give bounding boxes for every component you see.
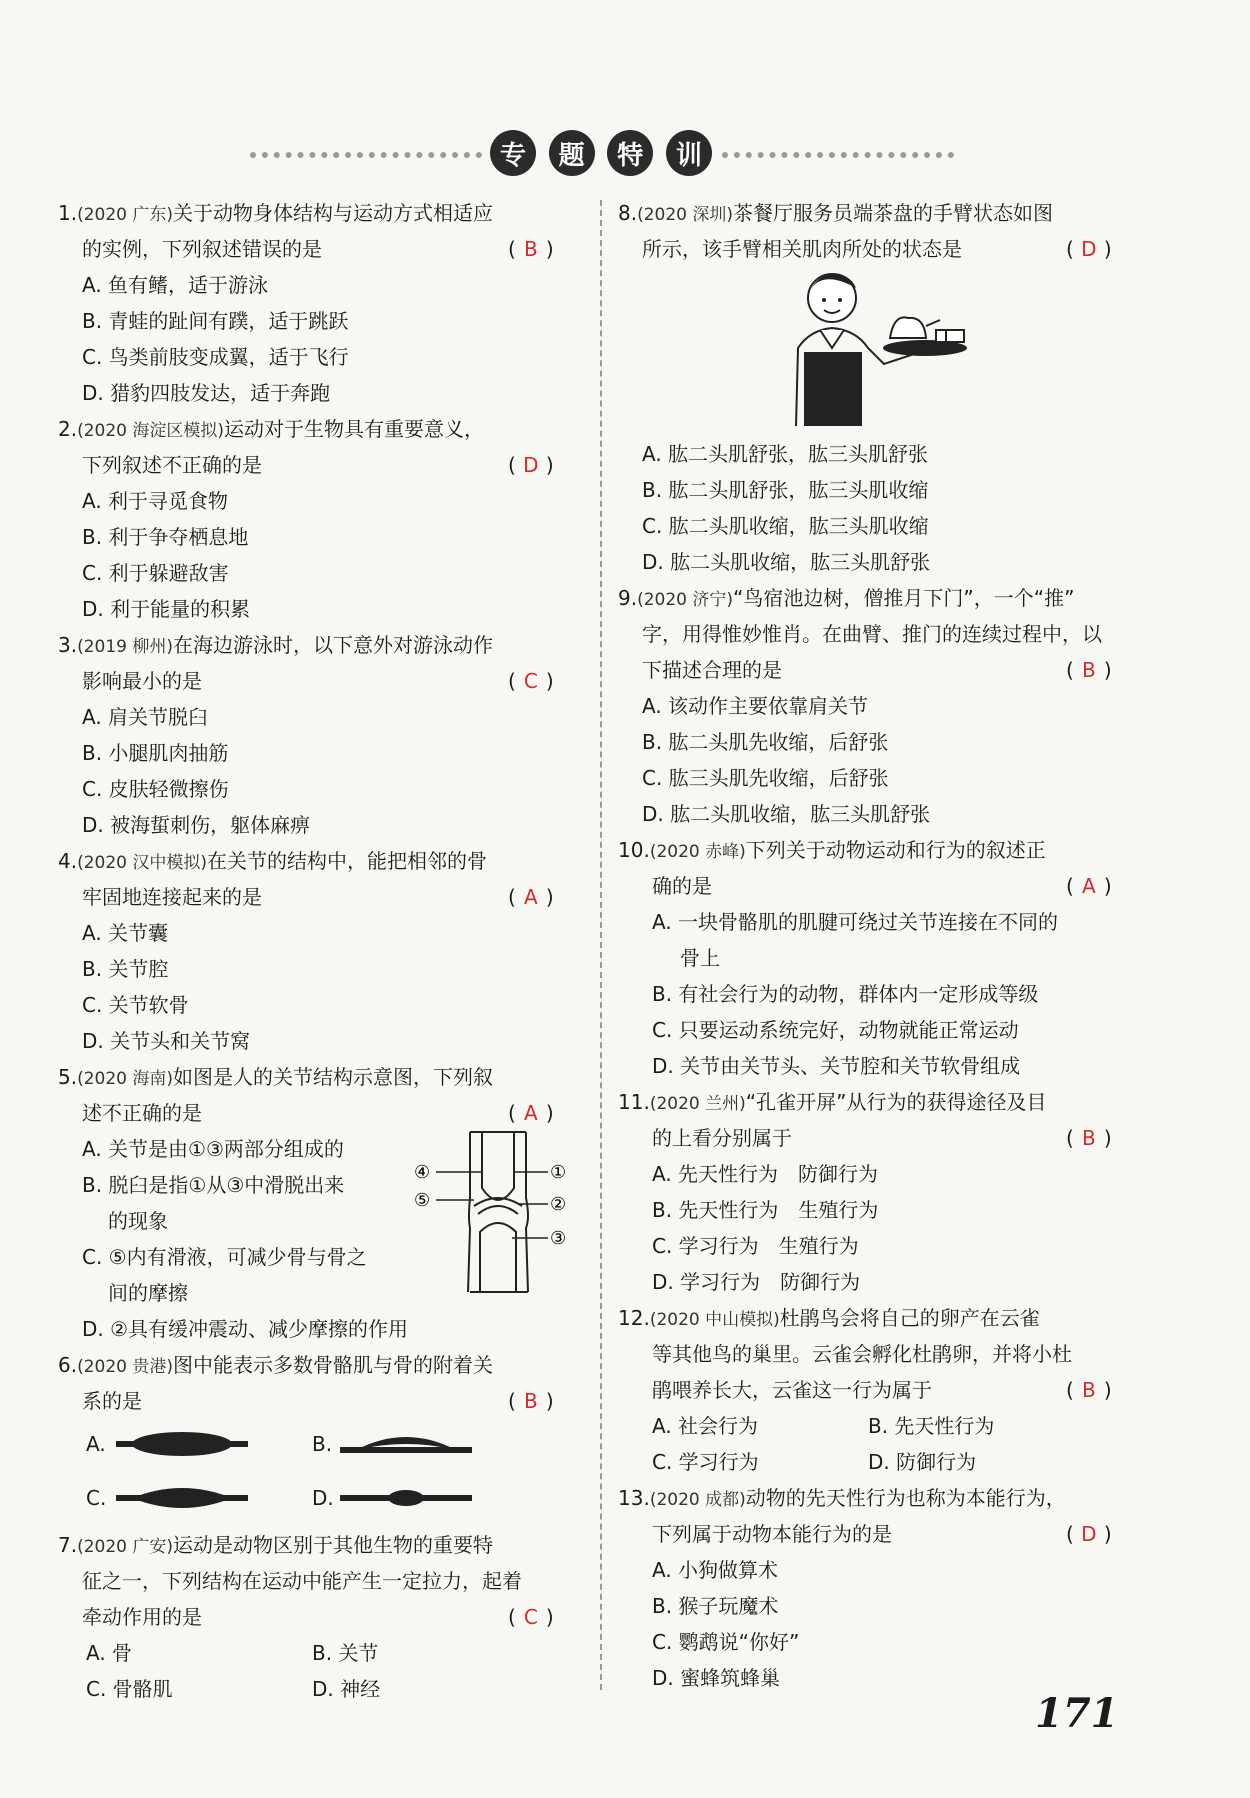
- q3-stem-line1: [58, 627, 493, 665]
- q6-option-a: A.: [86, 1432, 106, 1456]
- q13-answer: ( D ): [1066, 1516, 1112, 1552]
- q2-stem-line1: [58, 411, 484, 449]
- q6-stem-line1: [58, 1347, 493, 1385]
- q9-option-b: B. 肱二头肌先收缩，后舒张: [642, 730, 889, 754]
- q2-option-a: A. 利于寻觅食物: [82, 489, 229, 513]
- q11-option-a: A. 先天性行为 防御行为: [652, 1162, 879, 1186]
- q12-source: (2020 中山模拟): [649, 1310, 780, 1330]
- q12-stem-line3: 鹃喂养长大，云雀这一行为属于: [652, 1378, 932, 1402]
- joint-label: ③: [550, 1228, 567, 1249]
- q5-answer-letter: A: [523, 1101, 538, 1125]
- q12-number: 12.: [618, 1306, 650, 1330]
- q8-source: (2020 深圳): [637, 205, 734, 225]
- q3-option-b: B. 小腿肌肉抽筋: [82, 741, 229, 765]
- q10-option-c: C. 只要运动系统完好，动物就能正常运动: [652, 1018, 1019, 1042]
- joint-label: ④: [414, 1162, 431, 1183]
- header-dots-right: [722, 152, 954, 164]
- q8-number: 8.: [618, 201, 638, 225]
- q5-option-a: A. 关节是由①③两部分组成的: [82, 1137, 344, 1161]
- muscle-bone-diagram-d: [336, 1480, 476, 1516]
- q4-answer: ( A ): [508, 879, 554, 915]
- q4-option-b: B. 关节腔: [82, 957, 169, 981]
- q13-option-d: D. 蜜蜂筑蜂巢: [652, 1666, 781, 1690]
- q6-option-c: C.: [86, 1486, 107, 1510]
- q5-number: 5.: [58, 1065, 78, 1089]
- q11-stem-line2: 的上看分别属于: [652, 1126, 792, 1150]
- q4-option-d: D. 关节头和关节窝: [82, 1029, 251, 1053]
- q9-option-c: C. 肱三头肌先收缩，后舒张: [642, 766, 889, 790]
- q4-answer-letter: A: [523, 885, 538, 909]
- q12-stem: 杜鹃鸟会将自己的卵产在云雀: [779, 1306, 1040, 1330]
- q10-stem-line1: [618, 832, 1046, 870]
- q3-answer: ( C ): [508, 663, 554, 699]
- q5-answer: ( A ): [508, 1095, 554, 1131]
- q10-option-d: D. 关节由关节头、关节腔和关节软骨组成: [652, 1054, 1021, 1078]
- q6-answer-letter: B: [523, 1389, 538, 1413]
- q2-stem-line2: 下列叙述不正确的是: [82, 453, 262, 477]
- q2-option-d: D. 利于能量的积累: [82, 597, 251, 621]
- q8-option-a: A. 肱二头肌舒张，肱三头肌舒张: [642, 442, 929, 466]
- q9-option-a: A. 该动作主要依靠肩关节: [642, 694, 869, 718]
- q13-option-b: B. 猴子玩魔术: [652, 1594, 779, 1618]
- q13-stem-line2: 下列属于动物本能行为的是: [652, 1522, 892, 1546]
- q1-stem-line1: [58, 195, 493, 233]
- q2-option-c: C. 利于躲避敌害: [82, 561, 229, 585]
- q7-option-d: D. 神经: [312, 1677, 381, 1701]
- q12-option-b: B. 先天性行为: [868, 1414, 995, 1438]
- q8-stem-line2: 所示，该手臂相关肌肉所处的状态是: [642, 237, 962, 261]
- q3-answer-letter: C: [523, 669, 538, 693]
- q11-stem-line1: [618, 1084, 1046, 1122]
- q7-stem-line2: 征之一，下列结构在运动中能产生一定拉力，起着: [82, 1569, 522, 1593]
- q10-source: (2020 赤峰): [649, 842, 746, 862]
- q10-option-b: B. 有社会行为的动物，群体内一定形成等级: [652, 982, 1039, 1006]
- q2-source: (2020 海淀区模拟): [77, 421, 225, 441]
- muscle-bone-diagram-c: [112, 1480, 252, 1516]
- q1-stem-line2: 的实例，下列叙述错误的是: [82, 237, 322, 261]
- q1-answer: ( B ): [508, 231, 554, 267]
- q4-source: (2020 汉中模拟): [77, 853, 208, 873]
- q7-stem-line1: [58, 1527, 493, 1565]
- q1-number: 1.: [58, 201, 78, 225]
- q3-stem-line2: 影响最小的是: [82, 669, 202, 693]
- q5-option-b: B. 脱臼是指①从③中滑脱出来: [82, 1173, 345, 1197]
- column-divider: [600, 200, 602, 1690]
- q7-answer: ( C ): [508, 1599, 554, 1635]
- q4-stem-line1: [58, 843, 487, 881]
- q6-stem: 图中能表示多数骨骼肌与骨的附着关: [173, 1353, 494, 1377]
- q8-stem-line1: [618, 195, 1053, 233]
- q3-option-d: D. 被海蜇刺伤，躯体麻痹: [82, 813, 311, 837]
- q1-answer-letter: B: [523, 237, 538, 261]
- q9-answer: ( B ): [1066, 652, 1112, 688]
- q9-number: 9.: [618, 586, 638, 610]
- q4-option-a: A. 关节囊: [82, 921, 169, 945]
- q8-option-d: D. 肱二头肌收缩，肱三头肌舒张: [642, 550, 931, 574]
- joint-structure-figure: [408, 1128, 578, 1296]
- q2-option-b: B. 利于争夺栖息地: [82, 525, 249, 549]
- q7-option-b: B. 关节: [312, 1641, 379, 1665]
- q2-stem: 运动对于生物具有重要意义，: [224, 417, 485, 441]
- q6-option-d: D.: [312, 1486, 334, 1510]
- q5-stem-line1: [58, 1059, 493, 1097]
- q12-stem-line1: [618, 1300, 1040, 1338]
- q1-option-b: B. 青蛙的趾间有蹼，适于跳跃: [82, 309, 349, 333]
- q8-answer-letter: D: [1081, 237, 1097, 261]
- q7-stem: 运动是动物区别于其他生物的重要特: [173, 1533, 494, 1557]
- q10-answer: ( A ): [1066, 868, 1112, 904]
- q9-answer-letter: B: [1081, 658, 1096, 682]
- q11-source: (2020 兰州): [649, 1094, 746, 1114]
- q4-option-c: C. 关节软骨: [82, 993, 189, 1017]
- q13-option-c: C. 鹦鹉说“你好”: [652, 1630, 800, 1654]
- q4-stem: 在关节的结构中，能把相邻的骨: [207, 849, 488, 873]
- q9-stem-line3: 下描述合理的是: [642, 658, 782, 682]
- section-title: [490, 130, 712, 178]
- section-header: [0, 130, 1250, 180]
- q7-number: 7.: [58, 1533, 78, 1557]
- q9-stem-line2: 字，用得惟妙惟肖。在曲臂、推门的连续过程中，以: [642, 622, 1102, 646]
- q10-stem: 下列关于动物运动和行为的叙述正: [745, 838, 1046, 862]
- muscle-bone-diagram-a: [112, 1426, 252, 1462]
- q1-option-a: A. 鱼有鳍，适于游泳: [82, 273, 269, 297]
- q13-number: 13.: [618, 1486, 650, 1510]
- q7-source: (2020 广安): [77, 1537, 174, 1557]
- q9-option-d: D. 肱二头肌收缩，肱三头肌舒张: [642, 802, 931, 826]
- q12-option-a: A. 社会行为: [652, 1414, 759, 1438]
- q10-number: 10.: [618, 838, 650, 862]
- title-char: 专: [490, 130, 536, 176]
- q11-number: 11.: [618, 1090, 650, 1114]
- q7-option-c: C. 骨骼肌: [86, 1677, 173, 1701]
- q12-option-d: D. 防御行为: [868, 1450, 977, 1474]
- muscle-bone-diagram-b: [336, 1426, 476, 1462]
- q11-answer-letter: B: [1081, 1126, 1096, 1150]
- q7-answer-letter: C: [523, 1605, 538, 1629]
- q13-source: (2020 成都): [649, 1490, 746, 1510]
- joint-label: ②: [550, 1194, 567, 1215]
- q2-number: 2.: [58, 417, 78, 441]
- q1-option-c: C. 鸟类前肢变成翼，适于飞行: [82, 345, 349, 369]
- q10-option-a-cont: 骨上: [680, 946, 720, 970]
- q3-source: (2019 柳州): [77, 637, 174, 657]
- q6-number: 6.: [58, 1353, 78, 1377]
- q10-answer-letter: A: [1081, 874, 1096, 898]
- q12-stem-line2: 等其他鸟的巢里。云雀会孵化杜鹃卵，并将小杜: [652, 1342, 1072, 1366]
- q1-source: (2020 广东): [77, 205, 174, 225]
- q9-stem-line1: [618, 580, 1074, 618]
- q3-option-a: A. 肩关节脱臼: [82, 705, 209, 729]
- page-number: 171: [1035, 1690, 1119, 1737]
- q8-stem: 茶餐厅服务员端茶盘的手臂状态如图: [733, 201, 1054, 225]
- title-char: 训: [666, 130, 712, 176]
- header-dots-left: [250, 152, 482, 164]
- q6-stem-line2: 系的是: [82, 1389, 142, 1413]
- joint-label: ⑤: [414, 1190, 431, 1211]
- q10-option-a: A. 一块骨骼肌的肌腱可绕过关节连接在不同的: [652, 910, 1059, 934]
- q6-source: (2020 贵港): [77, 1357, 174, 1377]
- q3-number: 3.: [58, 633, 78, 657]
- q5-option-c-cont: 间的摩擦: [108, 1281, 188, 1305]
- q8-option-b: B. 肱二头肌舒张，肱三头肌收缩: [642, 478, 929, 502]
- q2-answer: ( D ): [508, 447, 554, 483]
- joint-label: ①: [550, 1162, 567, 1183]
- q1-stem: 关于动物身体结构与运动方式相适应: [173, 201, 494, 225]
- q5-option-d: D. ②具有缓冲震动、减少摩擦的作用: [82, 1317, 409, 1341]
- q1-option-d: D. 猎豹四肢发达，适于奔跑: [82, 381, 331, 405]
- q13-stem: 动物的先天性行为也称为本能行为，: [745, 1486, 1066, 1510]
- q12-answer: ( B ): [1066, 1372, 1112, 1408]
- q12-option-c: C. 学习行为: [652, 1450, 759, 1474]
- q13-stem-line1: [618, 1480, 1066, 1518]
- q3-stem: 在海边游泳时，以下意外对游泳动作: [173, 633, 494, 657]
- q5-source: (2020 海南): [77, 1069, 174, 1089]
- q8-answer: ( D ): [1066, 231, 1112, 267]
- q11-option-d: D. 学习行为 防御行为: [652, 1270, 861, 1294]
- q13-answer-letter: D: [1081, 1522, 1097, 1546]
- q13-option-a: A. 小狗做算术: [652, 1558, 779, 1582]
- q9-stem: “鸟宿池边树，僧推月下门”，一个“推”: [733, 586, 1075, 610]
- title-char: 特: [607, 130, 653, 176]
- q5-option-c: C. ⑤内有滑液，可减少骨与骨之: [82, 1245, 367, 1269]
- q2-answer-letter: D: [523, 453, 539, 477]
- q5-option-b-cont: 的现象: [108, 1209, 168, 1233]
- q6-option-b: B.: [312, 1432, 333, 1456]
- q9-source: (2020 济宁): [637, 590, 734, 610]
- q10-stem-line2: 确的是: [652, 874, 712, 898]
- q11-answer: ( B ): [1066, 1120, 1112, 1156]
- q3-option-c: C. 皮肤轻微擦伤: [82, 777, 229, 801]
- q12-answer-letter: B: [1081, 1378, 1096, 1402]
- q11-option-b: B. 先天性行为 生殖行为: [652, 1198, 879, 1222]
- q11-stem: “孔雀开屏”从行为的获得途径及目: [745, 1090, 1047, 1114]
- q6-answer: ( B ): [508, 1383, 554, 1419]
- q4-number: 4.: [58, 849, 78, 873]
- q8-option-c: C. 肱二头肌收缩，肱三头肌收缩: [642, 514, 929, 538]
- q7-option-a: A. 骨: [86, 1641, 133, 1665]
- q11-option-c: C. 学习行为 生殖行为: [652, 1234, 859, 1258]
- q5-stem-line2: 述不正确的是: [82, 1101, 202, 1125]
- q4-stem-line2: 牢固地连接起来的是: [82, 885, 262, 909]
- q7-stem-line3: 牵动作用的是: [82, 1605, 202, 1629]
- title-char: 题: [549, 130, 595, 176]
- waiter-illustration: [780, 268, 970, 428]
- q5-stem: 如图是人的关节结构示意图，下列叙: [173, 1065, 494, 1089]
